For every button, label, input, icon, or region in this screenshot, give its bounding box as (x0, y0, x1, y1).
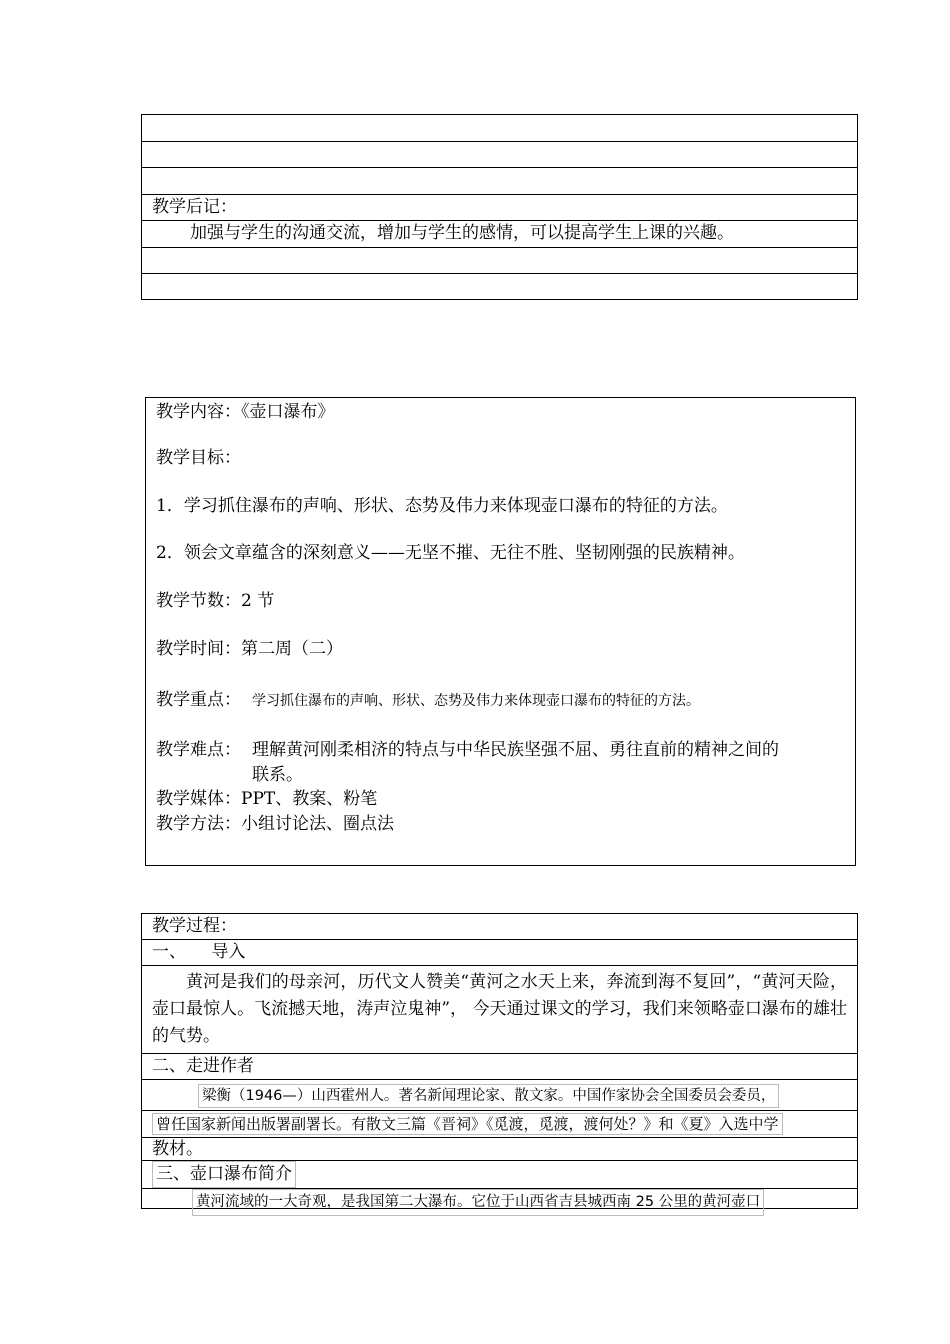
author-text-1: 梁衡（1946—）山西霍州人。著名新闻理论家、散文家。中国作家协会全国委员会委员， (198, 1084, 779, 1108)
lesson-media: 教学媒体：PPT、教案、粉笔 (156, 789, 378, 809)
key-point-text: 学习抓住瀑布的声响、形状、态势及伟力来体现壶口瀑布的特征的方法。 (252, 693, 700, 709)
goal-1: 1．学习抓住瀑布的声响、形状、态势及伟力来体现壶口瀑布的特征的方法。 (156, 496, 728, 516)
author-text-2: 曾任国家新闻出版署副署长。有散文三篇《晋祠》《觅渡，觅渡，渡何处？》和《夏》入选中学 (152, 1113, 783, 1135)
intro-line-1 (142, 1189, 857, 1216)
step3-title-row (142, 1161, 857, 1189)
author-line-3: 教材。 (142, 1138, 857, 1161)
difficulty-text: 理解黄河刚柔相济的特点与中华民族坚强不屈、勇往直前的精神之间的 (252, 740, 779, 760)
lesson-time: 教学时间：第二周（二） (156, 639, 343, 659)
table-row (142, 168, 857, 195)
lesson-method: 教学方法：小组讨论法、圈点法 (156, 814, 394, 834)
intro-text-1: 黄河流域的一大奇观，是我国第二大瀑布。它位于山西省吉县城西南 25 公里的黄河壶口 (192, 1189, 764, 1216)
notes-table (141, 114, 858, 300)
goals-title: 教学目标： (156, 448, 241, 468)
table-row (142, 248, 857, 275)
step2-title: 二、走进作者 (142, 1054, 857, 1080)
difficulty-label: 教学难点： (156, 740, 241, 760)
lesson-content: 教学内容：《壶口瀑布》 (156, 402, 335, 422)
lesson-info-box (145, 397, 856, 866)
step3-title: 三、壶口瀑布简介 (152, 1161, 296, 1188)
process-table (141, 913, 858, 1209)
table-row (142, 115, 857, 142)
goal-2: 2．领会文章蕴含的深刻意义——无坚不摧、无往不胜、坚韧刚强的民族精神。 (156, 543, 745, 563)
author-line-2 (142, 1111, 857, 1138)
author-line-1 (142, 1080, 857, 1111)
after-notes-text: 加强与学生的沟通交流，增加与学生的感情，可以提高学生上课的兴趣。 (142, 221, 857, 248)
step1-title: 一、 导入 (142, 940, 857, 966)
lesson-periods: 教学节数：2 节 (156, 591, 275, 611)
process-title: 教学过程： (142, 914, 857, 940)
difficulty-text-cont: 联系。 (252, 765, 303, 785)
after-notes-title: 教学后记： (142, 195, 857, 222)
key-point-label: 教学重点： (156, 690, 241, 710)
step1-text: 黄河是我们的母亲河，历代文人赞美“黄河之水天上来，奔流到海不复回”，“黄河天险，壶口最惊人。飞流撼天地，涛声泣鬼神”， 今天通过课文的学习，我们来领略壶口瀑布的雄壮的气势。 (142, 966, 857, 1054)
table-row (142, 142, 857, 169)
table-row (142, 274, 857, 301)
